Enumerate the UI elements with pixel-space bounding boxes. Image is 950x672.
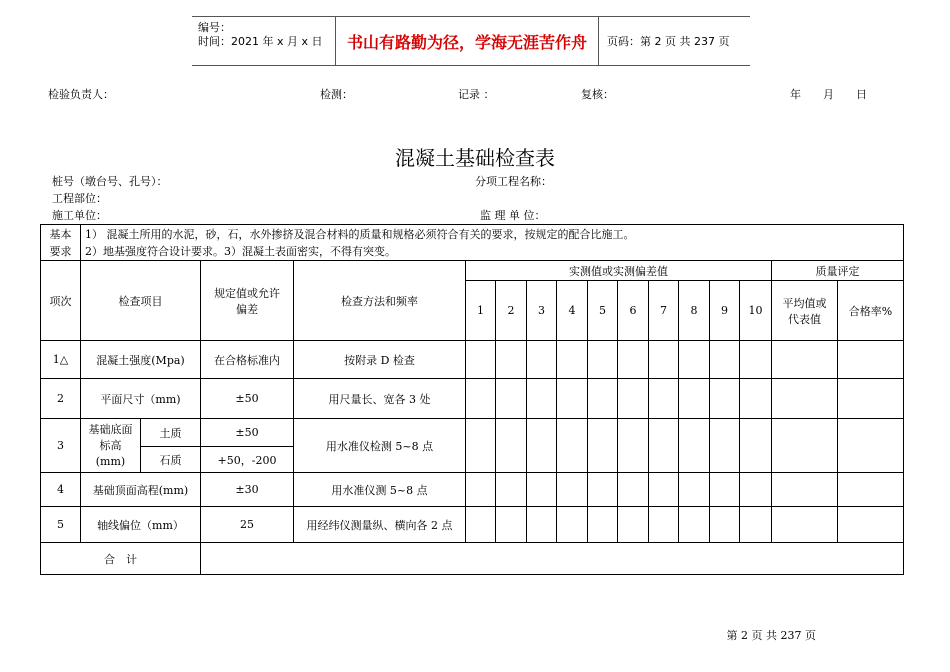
col-header-measure-10: 10 (740, 281, 772, 341)
measure-cell[interactable] (588, 473, 618, 507)
measure-cell[interactable] (557, 419, 588, 473)
col-header-pass-rate: 合格率% (838, 281, 904, 341)
time-label: 时间：2021 年 x 月 x 日 (198, 35, 323, 48)
project-part-label: 工程部位： (52, 192, 107, 205)
pass-rate-cell[interactable] (838, 507, 904, 543)
measure-cell[interactable] (649, 507, 679, 543)
measure-cell[interactable] (649, 473, 679, 507)
measure-cell[interactable] (710, 379, 740, 419)
measure-cell[interactable] (466, 341, 496, 379)
row-value: 在合格标准内 (201, 341, 294, 379)
measure-cell[interactable] (710, 473, 740, 507)
col-header-measure-2: 2 (496, 281, 527, 341)
basic-requirements-row-1 (41, 225, 904, 243)
measure-cell[interactable] (557, 341, 588, 379)
table-row (41, 341, 904, 379)
avg-cell[interactable] (772, 507, 838, 543)
measure-cell[interactable] (527, 419, 557, 473)
row-item: 混凝土强度(Mpa) (81, 341, 201, 379)
page-info: 页码：第 2 页 共 237 页 (607, 35, 730, 48)
sub-project-label: 分项工程名称： (475, 175, 552, 188)
col-header-measure-9: 9 (710, 281, 740, 341)
row-item: 基础底面标高(mm) (81, 419, 141, 473)
measure-cell[interactable] (618, 507, 649, 543)
measure-cell[interactable] (679, 419, 710, 473)
basic-requirements-label: 基本要求 (41, 225, 81, 261)
measure-cell[interactable] (710, 419, 740, 473)
measure-cell[interactable] (466, 507, 496, 543)
measure-cell[interactable] (588, 419, 618, 473)
col-header-measure-3: 3 (527, 281, 557, 341)
total-label: 合 计 (41, 543, 201, 575)
table-row (41, 379, 904, 419)
row-value-soil: ±50 (201, 419, 294, 447)
pile-no-label: 桩号（墩台号、孔号）： (52, 175, 168, 188)
measure-cell[interactable] (618, 473, 649, 507)
basic-requirement-line-2: 2）地基强度符合设计要求。3）混凝土表面密实，不得有突变。 (81, 243, 904, 261)
measure-cell[interactable] (710, 507, 740, 543)
row-value: 25 (201, 507, 294, 543)
row-no: 2 (41, 379, 81, 419)
measure-cell[interactable] (679, 341, 710, 379)
measure-cell[interactable] (466, 473, 496, 507)
basic-requirement-line-1: 1） 混凝土所用的水泥，砂，石，水外掺挤及混合材料的质量和规格必须符合有关的要求，按规定的配合比施工。 (81, 225, 904, 243)
date-label: 年 月 日 (790, 88, 867, 101)
table-row (41, 507, 904, 543)
avg-cell[interactable] (772, 419, 838, 473)
header-info-cell (192, 17, 336, 65)
measure-cell[interactable] (679, 379, 710, 419)
measure-cell[interactable] (557, 473, 588, 507)
row-no: 1△ (41, 341, 81, 379)
pass-rate-cell[interactable] (838, 341, 904, 379)
row-no: 5 (41, 507, 81, 543)
row-subitem-rock: 石质 (141, 447, 201, 473)
pass-rate-cell[interactable] (838, 379, 904, 419)
measure-cell[interactable] (740, 379, 772, 419)
measure-cell[interactable] (710, 341, 740, 379)
col-header-quality: 质量评定 (772, 261, 904, 281)
pass-rate-cell[interactable] (838, 419, 904, 473)
row-item: 基础顶面高程(mm) (81, 473, 201, 507)
measure-cell[interactable] (496, 507, 527, 543)
row-value: ±30 (201, 473, 294, 507)
col-header-item-no: 项次 (41, 261, 81, 341)
review-label: 复核： (581, 88, 614, 101)
record-label: 记录 ： (458, 88, 495, 101)
document-header (192, 16, 750, 66)
col-header-avg: 平均值或代表值 (772, 281, 838, 341)
avg-cell[interactable] (772, 341, 838, 379)
col-header-method: 检查方法和频率 (294, 261, 466, 341)
measure-cell[interactable] (527, 341, 557, 379)
total-row (41, 543, 904, 575)
measure-cell[interactable] (679, 507, 710, 543)
measure-cell[interactable] (527, 507, 557, 543)
measure-cell[interactable] (649, 341, 679, 379)
row-value: ±50 (201, 379, 294, 419)
inspection-table (40, 224, 904, 575)
col-header-measured: 实测值或实测偏差值 (466, 261, 772, 281)
col-header-measure-1: 1 (466, 281, 496, 341)
header-row-1 (41, 261, 904, 281)
row-subitem-soil: 土质 (141, 419, 201, 447)
measure-cell[interactable] (649, 379, 679, 419)
supervision-unit-label: 监 理 单 位： (480, 209, 546, 222)
measure-cell[interactable] (496, 341, 527, 379)
motto: 书山有路勤为径，学海无涯苦作舟 (336, 17, 599, 65)
measure-cell[interactable] (588, 507, 618, 543)
row-method: 用尺量长、宽各 3 处 (294, 379, 466, 419)
pass-rate-cell[interactable] (838, 473, 904, 507)
measure-cell[interactable] (557, 507, 588, 543)
avg-cell[interactable] (772, 473, 838, 507)
measure-cell[interactable] (618, 379, 649, 419)
inspector-in-charge-label: 检验负责人： (48, 88, 114, 101)
col-header-check-item: 检查项目 (81, 261, 201, 341)
col-header-measure-8: 8 (679, 281, 710, 341)
construction-unit-label: 施工单位： (52, 209, 107, 222)
col-header-measure-6: 6 (618, 281, 649, 341)
measure-cell[interactable] (496, 379, 527, 419)
number-label: 编号： (198, 21, 231, 34)
row-value-rock: +50，-200 (201, 447, 294, 473)
row-item: 平面尺寸（mm) (81, 379, 201, 419)
measure-cell[interactable] (466, 419, 496, 473)
page-footer: 第 2 页 共 237 页 (726, 629, 816, 642)
basic-requirements-row-2 (41, 243, 904, 261)
row-method: 用经纬仪测量纵、横向各 2 点 (294, 507, 466, 543)
measure-cell[interactable] (496, 473, 527, 507)
page-title: 混凝土基础检查表 (395, 146, 555, 170)
measure-cell[interactable] (588, 379, 618, 419)
measure-cell[interactable] (740, 419, 772, 473)
row-method: 用水准仪测 5~8 点 (294, 473, 466, 507)
measure-cell[interactable] (527, 473, 557, 507)
col-header-allowed-deviation: 规定值或允许偏差 (201, 261, 294, 341)
measure-cell[interactable] (679, 473, 710, 507)
row-no: 4 (41, 473, 81, 507)
measure-cell[interactable] (740, 473, 772, 507)
inspection-label: 检测： (320, 88, 353, 101)
table-row (41, 473, 904, 507)
col-header-measure-7: 7 (649, 281, 679, 341)
total-value-cell[interactable] (201, 543, 904, 575)
avg-cell[interactable] (772, 379, 838, 419)
measure-cell[interactable] (649, 419, 679, 473)
row-method: 用水准仪检测 5~8 点 (294, 419, 466, 473)
table-row (41, 419, 904, 447)
measure-cell[interactable] (588, 341, 618, 379)
measure-cell[interactable] (740, 507, 772, 543)
col-header-measure-5: 5 (588, 281, 618, 341)
measure-cell[interactable] (740, 341, 772, 379)
row-item: 轴线偏位（mm） (81, 507, 201, 543)
measure-cell[interactable] (527, 379, 557, 419)
measure-cell[interactable] (557, 379, 588, 419)
measure-cell[interactable] (466, 379, 496, 419)
measure-cell[interactable] (496, 419, 527, 473)
col-header-measure-4: 4 (557, 281, 588, 341)
measure-cell[interactable] (618, 419, 649, 473)
row-method: 按附录 D 检查 (294, 341, 466, 379)
measure-cell[interactable] (618, 341, 649, 379)
row-no: 3 (41, 419, 81, 473)
